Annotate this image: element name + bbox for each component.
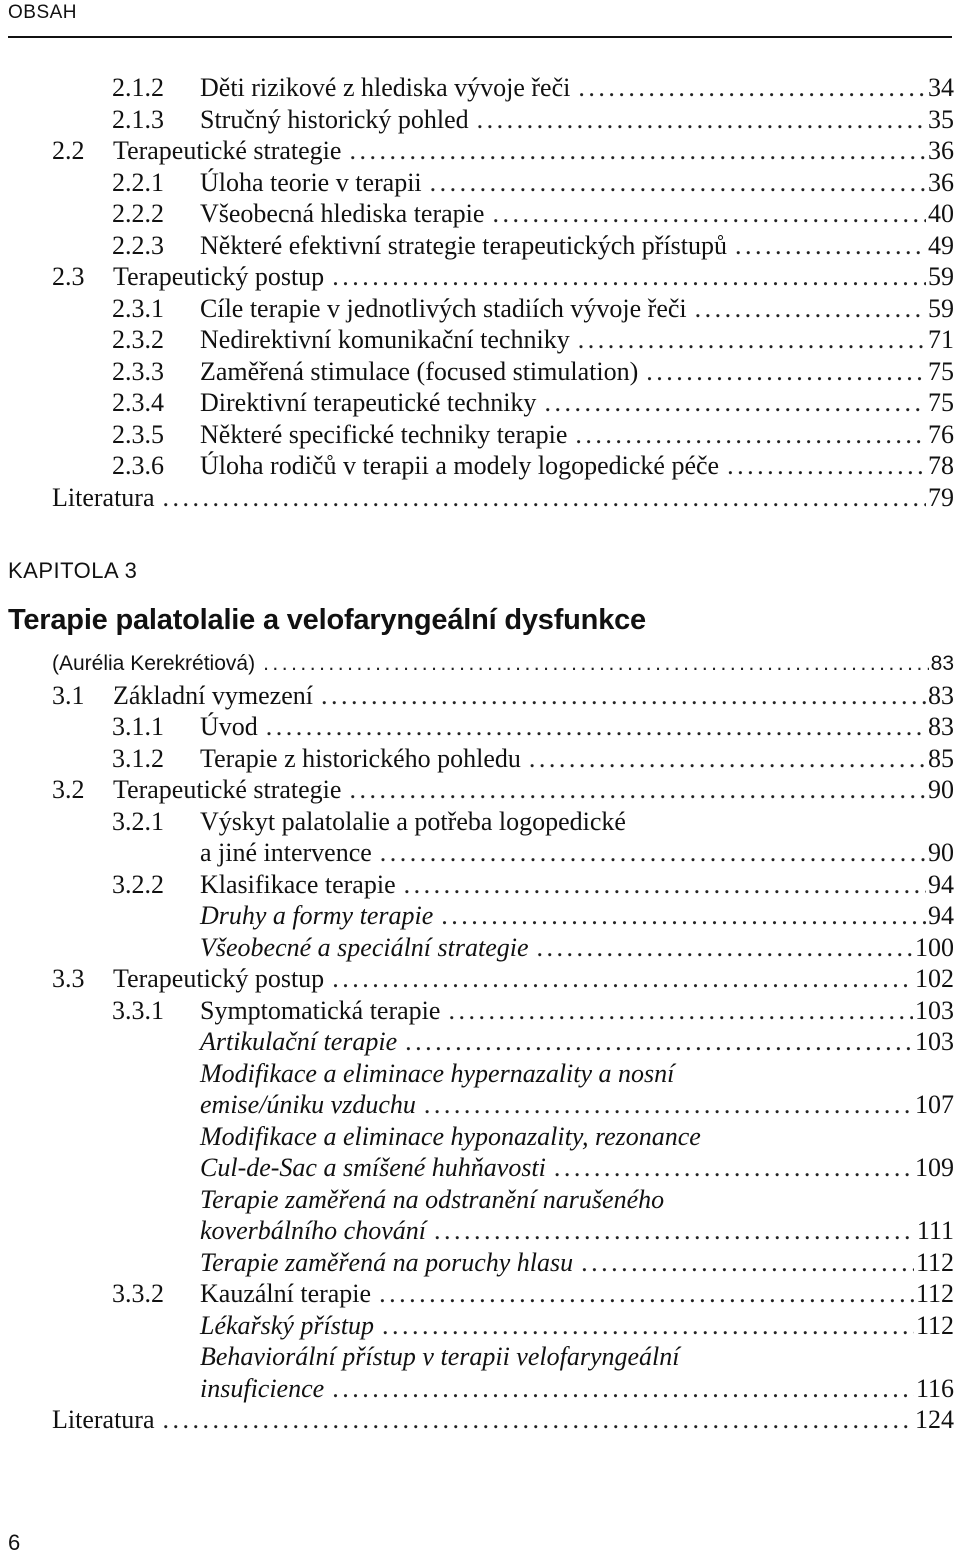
toc-entry-title: Klasifikace terapie [200, 869, 396, 899]
toc-entry-title: Výskyt palatolalie a potřeba logopedické [200, 806, 626, 836]
toc-entry-number: 2.3.5 [112, 419, 164, 449]
toc-entry-title: Druhy a formy terapie [200, 901, 434, 930]
dot-leader [163, 1404, 914, 1436]
toc-entry-title: Kauzální terapie [200, 1279, 372, 1308]
toc-entry-title: Terapeutické strategie [113, 136, 342, 165]
toc-entry [0, 1026, 960, 1058]
dot-leader [554, 1152, 913, 1184]
toc-entry [0, 837, 960, 869]
toc-entry-title: Modifikace a eliminace hyponazality, rezonance [200, 1121, 701, 1151]
toc-entry-page: 75 [928, 388, 954, 417]
toc-entry [0, 419, 960, 451]
toc-entry [0, 1152, 960, 1184]
dot-leader [727, 450, 926, 482]
toc-entry-number: 2.2.2 [112, 199, 164, 228]
toc-entry-title: koverbálního chování [200, 1216, 426, 1245]
toc-entry-number: 3.2 [52, 775, 85, 804]
toc-entry-page: 59 [928, 293, 954, 323]
toc-entry-number: 2.1.2 [112, 73, 164, 102]
toc-entry-page: 36 [928, 136, 954, 165]
chapter-label: KAPITOLA 3 [8, 558, 138, 583]
toc-entry-title: Literatura [52, 482, 155, 512]
toc-section-chapter-3 [0, 648, 960, 1436]
toc-entry-page: 90 [928, 838, 954, 867]
toc-entry [0, 743, 960, 775]
toc-entry-title: Některé efektivní strategie terapeutických přístupů [200, 230, 728, 260]
dot-leader [544, 387, 926, 419]
toc-entry-number: 2.2 [52, 136, 85, 165]
toc-entry [0, 72, 960, 104]
dot-leader [581, 1247, 914, 1279]
dot-leader [735, 230, 926, 262]
header-rule [8, 36, 952, 38]
dot-leader [578, 324, 926, 356]
toc-entry-title: Úloha rodičů v terapii a modely logopedické péče [200, 451, 720, 480]
toc-entry [0, 387, 960, 419]
dot-leader [448, 995, 913, 1027]
dot-leader [578, 72, 926, 104]
toc-entry [0, 774, 960, 806]
toc-entry [0, 1341, 960, 1373]
toc-entry-page: 76 [928, 419, 954, 449]
dot-leader [441, 900, 926, 932]
toc-entry-title: Nedirektivní komunikační techniky [200, 325, 570, 354]
toc-entry-page: 109 [915, 1153, 954, 1182]
toc-entry-number: 2.3.6 [112, 451, 164, 480]
dot-leader [477, 104, 926, 136]
dot-leader [263, 648, 929, 680]
toc-entry-page: 112 [915, 1279, 954, 1308]
page-number: 6 [8, 1530, 21, 1555]
toc-entry-title: insuficience [200, 1373, 325, 1403]
toc-entry-title: Behaviorální přístup v terapii velofaryngeální [200, 1342, 680, 1371]
toc-entry [0, 1247, 960, 1279]
toc-entry-title: Cíle terapie v jednotlivých stadiích vývoje řeči [200, 293, 687, 323]
toc-entry [0, 135, 960, 167]
toc-entry-number: 2.3.1 [112, 293, 164, 323]
toc-entry-title: Terapeutické strategie [113, 775, 342, 804]
toc-entry-title: Všeobecné a speciální strategie [200, 932, 529, 962]
dot-leader [575, 419, 926, 451]
toc-entry-title: (Aurélia Kerekrétiová) [52, 652, 256, 675]
dot-leader [529, 743, 926, 775]
toc-entry-page: 34 [928, 73, 954, 102]
toc-entry-page: 94 [928, 869, 954, 899]
running-header: OBSAH [8, 2, 78, 23]
toc-entry [0, 1121, 960, 1153]
toc-entry [0, 1373, 960, 1405]
dot-leader [349, 774, 926, 806]
toc-entry-page: 102 [915, 964, 954, 993]
dot-leader [332, 963, 913, 995]
toc-entry-title: Direktivní terapeutické techniky [200, 388, 537, 417]
toc-entry-page: 103 [915, 1027, 954, 1056]
toc-entry [0, 806, 960, 838]
toc-entry-page: 35 [928, 104, 954, 134]
toc-entry-title: Terapie z historického pohledu [200, 743, 521, 773]
toc-entry-number: 3.1.2 [112, 743, 164, 773]
toc-entry [0, 482, 960, 514]
toc-entry [0, 356, 960, 388]
toc-entry-title: Terapie zaměřená na poruchy hlasu [200, 1247, 574, 1277]
toc-entry-title: Terapeutický postup [113, 262, 325, 291]
toc-entry [0, 324, 960, 356]
toc-entry [0, 648, 960, 680]
toc-entry-page: 112 [915, 1310, 954, 1340]
toc-entry [0, 1089, 960, 1121]
toc-entry-page: 103 [915, 995, 954, 1025]
toc-entry-number: 2.1.3 [112, 104, 164, 134]
toc-entry-page: 107 [915, 1090, 954, 1119]
toc-entry [0, 869, 960, 901]
dot-leader [380, 837, 926, 869]
toc-entry-page: 112 [915, 1247, 954, 1277]
toc-entry-title: Cul-de-Sac a smíšené huhňavosti [200, 1153, 546, 1182]
toc-entry-page: 40 [928, 199, 954, 228]
toc-entry-title: Všeobecná hlediska terapie [200, 199, 485, 228]
toc-entry-number: 2.3.3 [112, 356, 164, 386]
toc-entry-title: Literatura [52, 1405, 155, 1434]
toc-entry [0, 900, 960, 932]
toc-entry-number: 3.1.1 [112, 712, 164, 741]
toc-entry [0, 963, 960, 995]
toc-entry-title: Terapeutický postup [113, 964, 325, 993]
dot-leader [434, 1215, 915, 1247]
toc-entry-page: 124 [915, 1405, 954, 1434]
chapter-title: Terapie palatolalie a velofaryngeální dysfunkce [8, 604, 646, 636]
dot-leader [163, 482, 927, 514]
toc-entry [0, 198, 960, 230]
toc-entry-page: 83 [930, 652, 954, 675]
dot-leader [379, 1278, 914, 1310]
toc-entry-title: Základní vymezení [113, 680, 313, 710]
toc-entry [0, 1184, 960, 1216]
toc-entry [0, 230, 960, 262]
toc-entry-page: 75 [928, 356, 954, 386]
toc-entry-title: Symptomatická terapie [200, 995, 441, 1025]
toc-entry-title: Některé specifické techniky terapie [200, 419, 568, 449]
dot-leader [405, 1026, 913, 1058]
toc-entry-page: 83 [928, 712, 954, 741]
toc-entry-page: 94 [928, 901, 954, 930]
toc-entry-page: 83 [928, 680, 954, 710]
toc-entry-number: 3.3.2 [112, 1279, 164, 1308]
toc-entry [0, 995, 960, 1027]
toc-entry-page: 78 [928, 451, 954, 480]
dot-leader [382, 1310, 914, 1342]
toc-entry-number: 2.2.3 [112, 230, 164, 260]
toc-entry-title: Lékařský přístup [200, 1310, 375, 1340]
toc-entry [0, 104, 960, 136]
toc-entry-page: 79 [928, 482, 954, 512]
toc-entry-number: 3.3.1 [112, 995, 164, 1025]
toc-entry-page: 71 [928, 325, 954, 354]
toc-entry [0, 1058, 960, 1090]
dot-leader [349, 135, 926, 167]
toc-entry-page: 59 [928, 262, 954, 291]
toc-entry [0, 450, 960, 482]
toc-entry-title: Modifikace a eliminace hypernazality a nosní [200, 1058, 675, 1088]
toc-entry-number: 3.2.2 [112, 869, 164, 899]
toc-entry-page: 111 [916, 1216, 954, 1245]
toc-entry [0, 167, 960, 199]
toc-entry-title: Stručný historický pohled [200, 104, 469, 134]
toc-entry-title: Úvod [200, 712, 258, 741]
dot-leader [424, 1089, 913, 1121]
toc-entry [0, 293, 960, 325]
toc-section-chapter-2 [0, 72, 960, 513]
toc-entry-title: Zaměřená stimulace (focused stimulation) [200, 356, 639, 386]
toc-entry-number: 3.3 [52, 964, 85, 993]
toc-entry-number: 2.3 [52, 262, 85, 291]
toc-entry [0, 680, 960, 712]
toc-entry [0, 932, 960, 964]
toc-entry-page: 36 [928, 167, 954, 197]
toc-entry-page: 116 [915, 1373, 954, 1403]
toc-entry [0, 711, 960, 743]
toc-entry [0, 1404, 960, 1436]
toc-entry [0, 1310, 960, 1342]
toc-entry-title: Terapie zaměřená na odstranění narušeného [200, 1184, 665, 1214]
toc-entry-number: 3.2.1 [112, 806, 164, 836]
toc-entry [0, 261, 960, 293]
toc-entry-title: Děti rizikové z hlediska vývoje řeči [200, 73, 571, 102]
dot-leader [266, 711, 926, 743]
toc-entry [0, 1215, 960, 1247]
toc-entry-page: 85 [928, 743, 954, 773]
dot-leader [695, 293, 926, 325]
dot-leader [646, 356, 926, 388]
dot-leader [492, 198, 926, 230]
toc-entry-page: 90 [928, 775, 954, 804]
dot-leader [332, 1373, 914, 1405]
dot-leader [332, 261, 926, 293]
dot-leader [321, 680, 926, 712]
dot-leader [537, 932, 913, 964]
toc-entry-page: 49 [928, 230, 954, 260]
toc-entry-title: Úloha teorie v terapii [200, 167, 422, 197]
toc-entry-number: 2.3.2 [112, 325, 164, 354]
toc-entry-number: 2.2.1 [112, 167, 164, 197]
dot-leader [430, 167, 926, 199]
toc-entry-number: 3.1 [52, 680, 85, 710]
toc-entry-title: a jiné intervence [200, 838, 372, 867]
dot-leader [404, 869, 926, 901]
toc-entry-title: Artikulační terapie [200, 1027, 398, 1056]
toc-entry [0, 1278, 960, 1310]
toc-entry-page: 100 [915, 932, 954, 962]
toc-entry-title: emise/úniku vzduchu [200, 1090, 416, 1119]
toc-entry-number: 2.3.4 [112, 388, 164, 417]
